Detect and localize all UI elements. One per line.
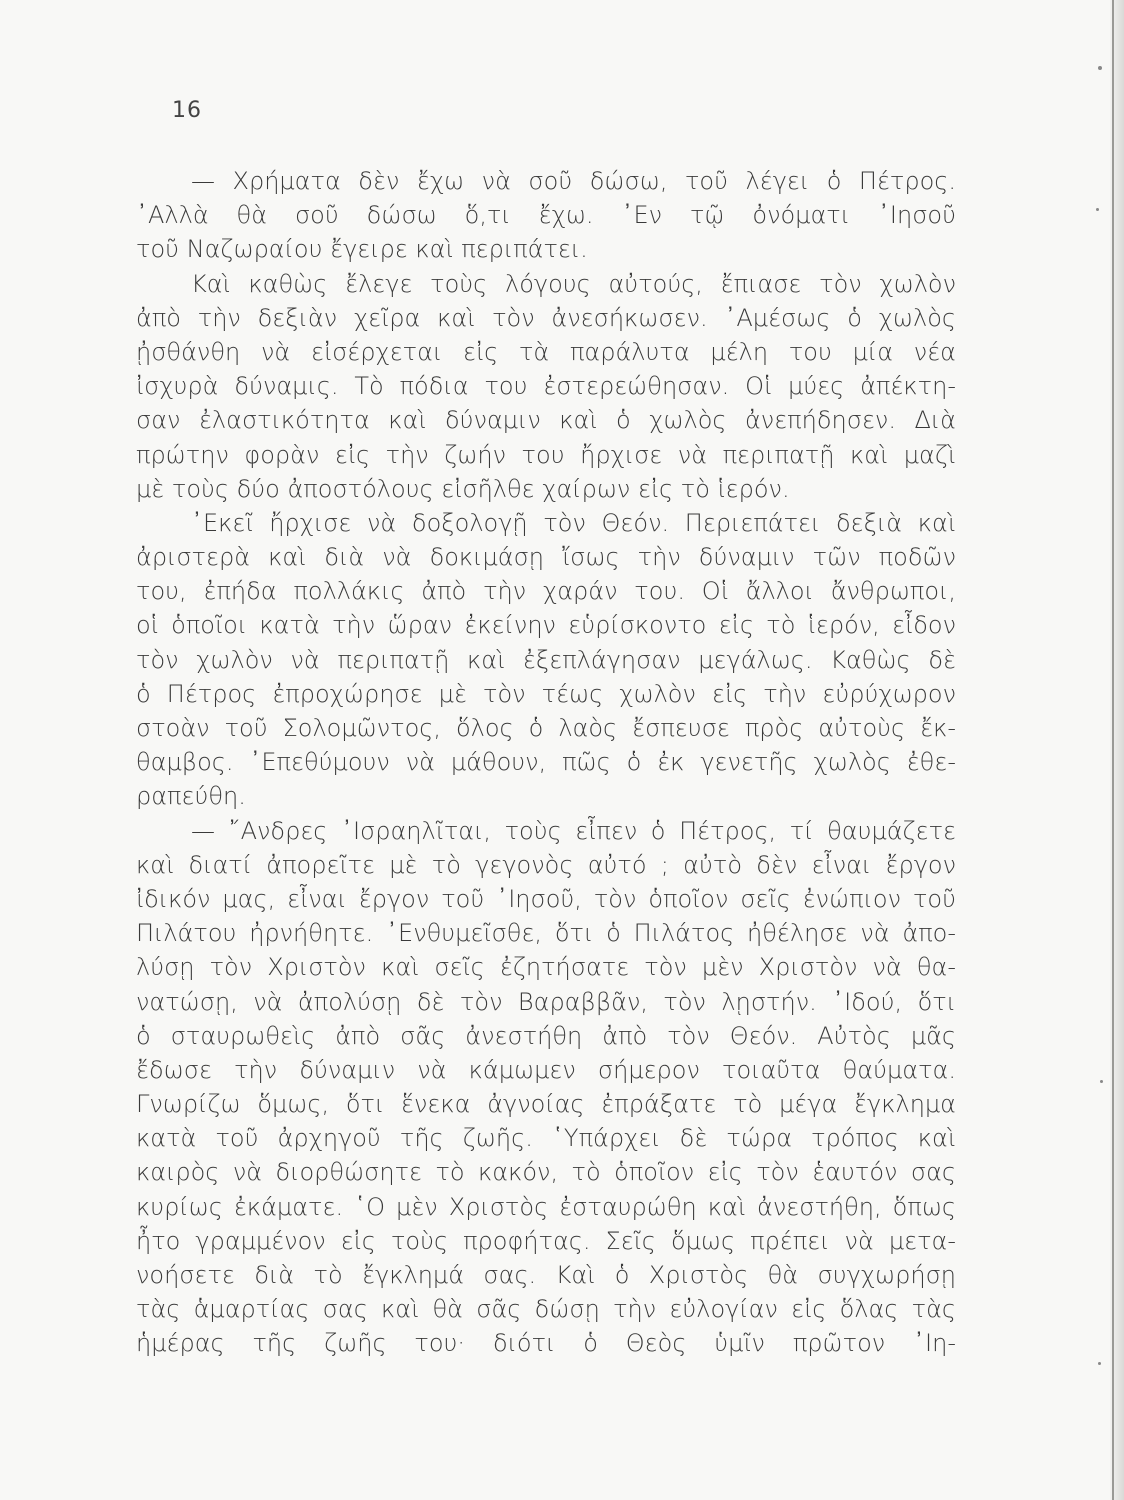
text-line: ἔδωσε τὴν δύναμιν νὰ κάμωμεν σήμερον τοιαῦτα θαύματα. [136,1055,956,1084]
text-line: σαν ἐλαστικότητα καὶ δύναμιν καὶ ὁ χωλὸς ἀνεπήδησεν. Διὰ [136,406,956,435]
text-line: ᾿Αλλὰ θὰ σοῦ δώσω ὅ,τι ἔχω. ᾿Εν τῷ ὀνόματι ᾿Ιησοῦ [136,201,956,230]
text-line: καὶ διατί ἀπορεῖτε μὲ τὸ γεγονὸς αὐτό ; αὐτὸ δὲν εἶναι ἔργον [136,850,956,879]
text-line: κατὰ τοῦ ἀρχηγοῦ τῆς ζωῆς. ῾Υπάρχει δὲ τώρα τρόπος καὶ [136,1124,956,1153]
text-line: Καὶ καθὼς ἔλεγε τοὺς λόγους αὐτούς, ἔπιασε τὸν χωλὸν [191,269,956,298]
page-number: 16 [172,98,202,123]
speck [1100,1080,1103,1083]
text-line: οἱ ὁποῖοι κατὰ τὴν ὥραν ἐκείνην εὑρίσκοντο εἰς τὸ ἱερόν, εἶδον [136,611,956,640]
body-text [136,164,956,1361]
text-line: καιρὸς νὰ διορθώσητε τὸ κακόν, τὸ ὁποῖον εἰς τὸν ἑαυτόν σας [136,1158,956,1187]
text-line: ἰσχυρὰ δύναμις. Τὸ πόδια του ἐστερεώθησαν. Οἱ μύες ἀπέκτη- [136,372,956,401]
text-line: στοὰν τοῦ Σολομῶντος, ὅλος ὁ λαὸς ἔσπευσε πρὸς αὐτοὺς ἔκ- [136,714,956,742]
text-line: μὲ τοὺς δύο ἀποστόλους εἰσῆλθε χαίρων εἰς τὸ ἱερόν. [136,474,790,503]
text-line: τὸν χωλὸν νὰ περιπατῇ καὶ ἐξεπλάγησαν μεγάλως. Καθὼς δὲ [136,645,956,674]
text-line: Πιλάτου ἠρνήθητε. ᾿Ενθυμεῖσθε, ὅτι ὁ Πιλάτος ἠθέλησε νὰ ἀπο- [136,919,956,948]
text-line: — Χρήματα δὲν ἔχω νὰ σοῦ δώσω, τοῦ λέγει ὁ Πέτρος. [191,167,956,195]
text-line: θαμβος. ᾿Επεθύμουν νὰ μάθουν, πῶς ὁ ἐκ γενετῆς χωλὸς ἐθε- [136,748,956,777]
speck [1098,1362,1101,1365]
text-line: τοῦ Ναζωραίου ἔγειρε καὶ περιπάτει. [136,235,588,264]
text-line: — ῎Ανδρες ᾿Ισραηλῖται, τοὺς εἶπεν ὁ Πέτρος, τί θαυμάζετε [191,816,956,845]
text-line: ὁ Πέτρος ἐπροχώρησε μὲ τὸν τέως χωλὸν εἰς τὴν εὐρύχωρον [136,679,956,708]
text-line: λύσῃ τὸν Χριστὸν καὶ σεῖς ἐζητήσατε τὸν μὲν Χριστὸν νὰ θα- [136,953,956,982]
text-line: κυρίως ἐκάματε. ῾Ο μὲν Χριστὸς ἐσταυρώθη καὶ ἀνεστήθη, ὅπως [136,1192,956,1221]
text-line: τὰς ἁμαρτίας σας καὶ θὰ σᾶς δώσῃ τὴν εὐλογίαν εἰς ὅλας τὰς [136,1295,956,1324]
text-line: του, ἐπήδα πολλάκις ἀπὸ τὴν χαράν του. Οἱ ἄλλοι ἄνθρωποι, [136,577,956,606]
text-line: ραπεύθη. [136,782,246,811]
text-line: ἡμέρας τῆς ζωῆς του· διότι ὁ Θεὸς ὑμῖν πρῶτον ᾿Ιη- [136,1329,956,1358]
speck [1098,66,1102,70]
text-line: ἦτο γραμμένον εἰς τοὺς προφήτας. Σεῖς ὅμως πρέπει νὰ μετα- [136,1226,956,1255]
text-line: Γνωρίζω ὅμως, ὅτι ἕνεκα ἀγνοίας ἐπράξατε τὸ μέγα ἔγκλημα [136,1090,956,1119]
text-line: ἀριστερὰ καὶ διὰ νὰ δοκιμάσῃ ἴσως τὴν δύναμιν τῶν ποδῶν [136,543,956,572]
text-line: ἰδικόν μας, εἶναι ἔργον τοῦ ᾿Ιησοῦ, τὸν ὁποῖον σεῖς ἐνώπιον τοῦ [136,884,956,913]
text-line: ᾿Εκεῖ ἤρχισε νὰ δοξολογῇ τὸν Θεόν. Περιεπάτει δεξιὰ καὶ [191,508,956,537]
text-line: πρώτην φορὰν εἰς τὴν ζωήν του ἤρχισε νὰ περιπατῇ καὶ μαζὶ [136,440,956,469]
text-line: ὁ σταυρωθεὶς ἀπὸ σᾶς ἀνεστήθη ἀπὸ τὸν Θεόν. Αὐτὸς μᾶς [136,1021,956,1050]
text-line: νοήσετε διὰ τὸ ἔγκλημά σας. Καὶ ὁ Χριστὸς θὰ συγχωρήσῃ [136,1261,956,1289]
text-line: νατώσῃ, νὰ ἀπολύσῃ δὲ τὸν Βαραββᾶν, τὸν λῃστήν. ᾿Ιδού, ὅτι [136,987,956,1016]
speck [1096,208,1099,211]
page-edge-line [1112,0,1114,1500]
text-line: ᾐσθάνθη νὰ εἰσέρχεται εἰς τὰ παράλυτα μέλη του μία νέα [136,337,956,366]
text-line: ἀπὸ τὴν δεξιὰν χεῖρα καὶ τὸν ἀνεσήκωσεν. ᾿Αμέσως ὁ χωλὸς [136,303,956,332]
